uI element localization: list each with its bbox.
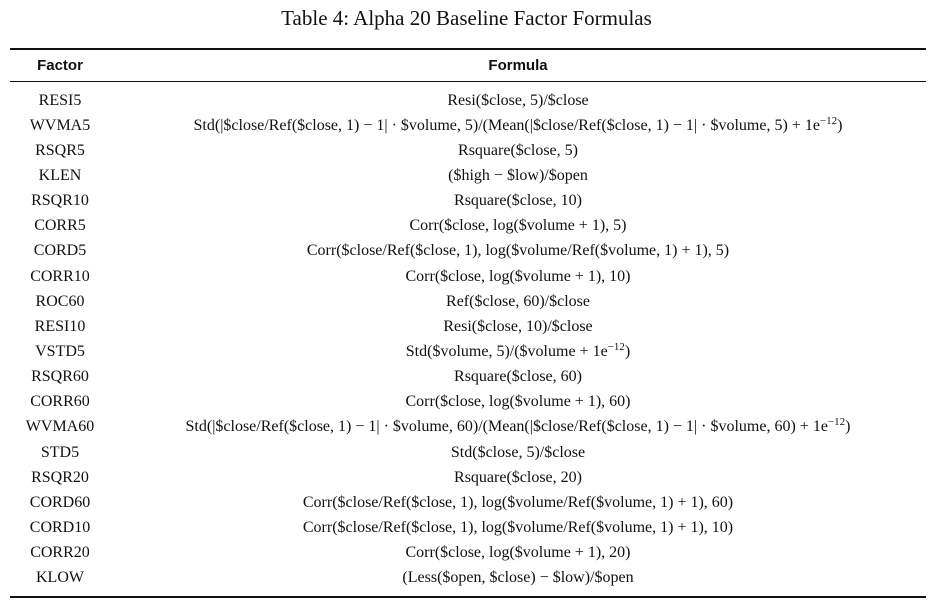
table-row: [10, 365, 926, 390]
table-row: [10, 541, 926, 566]
factor-cell: CORD5: [33, 242, 87, 260]
factor-cell: RESI5: [38, 91, 82, 109]
factor-cell: CORR20: [30, 544, 90, 562]
factor-cell: KLOW: [36, 569, 84, 587]
table-body: [10, 82, 926, 596]
factor-cell: WVMA5: [29, 116, 91, 134]
formula-cell: Corr($close/Ref($close, 1), log($volume/Ref($volume, 1) + 1), 60): [302, 493, 734, 511]
formula-cell: Rsquare($close, 5): [458, 141, 578, 159]
formula-cell: Corr($close/Ref($close, 1), log($volume/Ref($volume, 1) + 1), 10): [302, 518, 734, 536]
formula-cell: Resi($close, 5)/$close: [447, 91, 589, 109]
table-row: [10, 465, 926, 490]
table-row: [10, 314, 926, 339]
table-row: [10, 138, 926, 163]
formula-cell: Rsquare($close, 60): [454, 368, 582, 386]
table-row: [10, 289, 926, 314]
factor-cell: RSQR5: [35, 141, 85, 159]
formula-cell: ($high − $low)/$open: [448, 166, 588, 184]
formula-cell: Std($close, 5)/$close: [450, 443, 586, 461]
table-row: [10, 390, 926, 415]
factor-cell: STD5: [40, 443, 80, 461]
formula-cell: Corr($close, log($volume + 1), 60): [405, 393, 631, 411]
bottom-rule: [10, 596, 926, 598]
factor-cell: WVMA60: [25, 418, 95, 436]
table-row: [10, 113, 926, 138]
table-row: [10, 214, 926, 239]
factor-cell: VSTD5: [35, 342, 85, 360]
factor-cell: KLEN: [38, 166, 82, 184]
formula-cell: Std(|$close/Ref($close, 1) − 1| · $volume, 5)/(Mean(|$close/Ref($close, 1) − 1| · $volume, $5) + 1e^{-12}$): [193, 114, 843, 134]
factor-cell: CORR60: [30, 393, 90, 411]
table-row: [10, 189, 926, 214]
table-header: [10, 50, 926, 81]
factor-cell: RSQR60: [31, 368, 89, 386]
factor-table: [10, 48, 926, 598]
formula-cell: Std(|$close/Ref($close, 1) − 1| · $volume, 60)/(Mean(|$close/Ref($close, 1) − 1| · $volume, $60) + 1e^{-12}$): [185, 416, 851, 436]
formula-cell: Ref($close, 60)/$close: [446, 292, 590, 310]
exponent: −12: [819, 114, 838, 127]
formula-cell: Rsquare($close, 10): [454, 192, 582, 210]
formula-cell: Corr($close, log($volume + 1), 10): [405, 267, 631, 285]
formula-cell: Corr($close/Ref($close, 1), log($volume/Ref($volume, 1) + 1), 5): [306, 242, 730, 260]
formula-cell: Std($volume, 5)/($volume + $1e^{-12}$): [405, 340, 631, 360]
table-row: [10, 566, 926, 591]
table-row: [10, 415, 926, 440]
table-row: [10, 88, 926, 113]
table-caption: Table 4: Alpha 20 Baseline Factor Formulas: [281, 6, 652, 30]
factor-cell: RSQR10: [31, 192, 89, 210]
header-factor: Factor: [37, 57, 83, 74]
exponent: −12: [607, 340, 625, 353]
exponent: −12: [827, 416, 846, 429]
table-row: [10, 163, 926, 188]
table-row: [10, 490, 926, 515]
formula-cell: Corr($close, log($volume + 1), 20): [405, 544, 631, 562]
factor-cell: CORD10: [29, 518, 91, 536]
table-row: [10, 440, 926, 465]
table-row: [10, 515, 926, 540]
factor-cell: CORD60: [29, 493, 91, 511]
factor-cell: RSQR20: [31, 468, 89, 486]
factor-cell: CORR10: [30, 267, 90, 285]
formula-cell: (Less($open, $close) − $low)/$open: [402, 569, 634, 587]
factor-cell: RESI10: [34, 317, 86, 335]
formula-cell: Resi($close, 10)/$close: [443, 317, 593, 335]
header-formula: Formula: [488, 57, 548, 74]
formula-cell: Corr($close, log($volume + 1), 5): [409, 217, 627, 235]
table-row: [10, 239, 926, 264]
factor-cell: CORR5: [34, 217, 86, 235]
table-row: [10, 264, 926, 289]
table-row: [10, 339, 926, 364]
formula-cell: Rsquare($close, 20): [454, 468, 582, 486]
factor-cell: ROC60: [35, 292, 85, 310]
